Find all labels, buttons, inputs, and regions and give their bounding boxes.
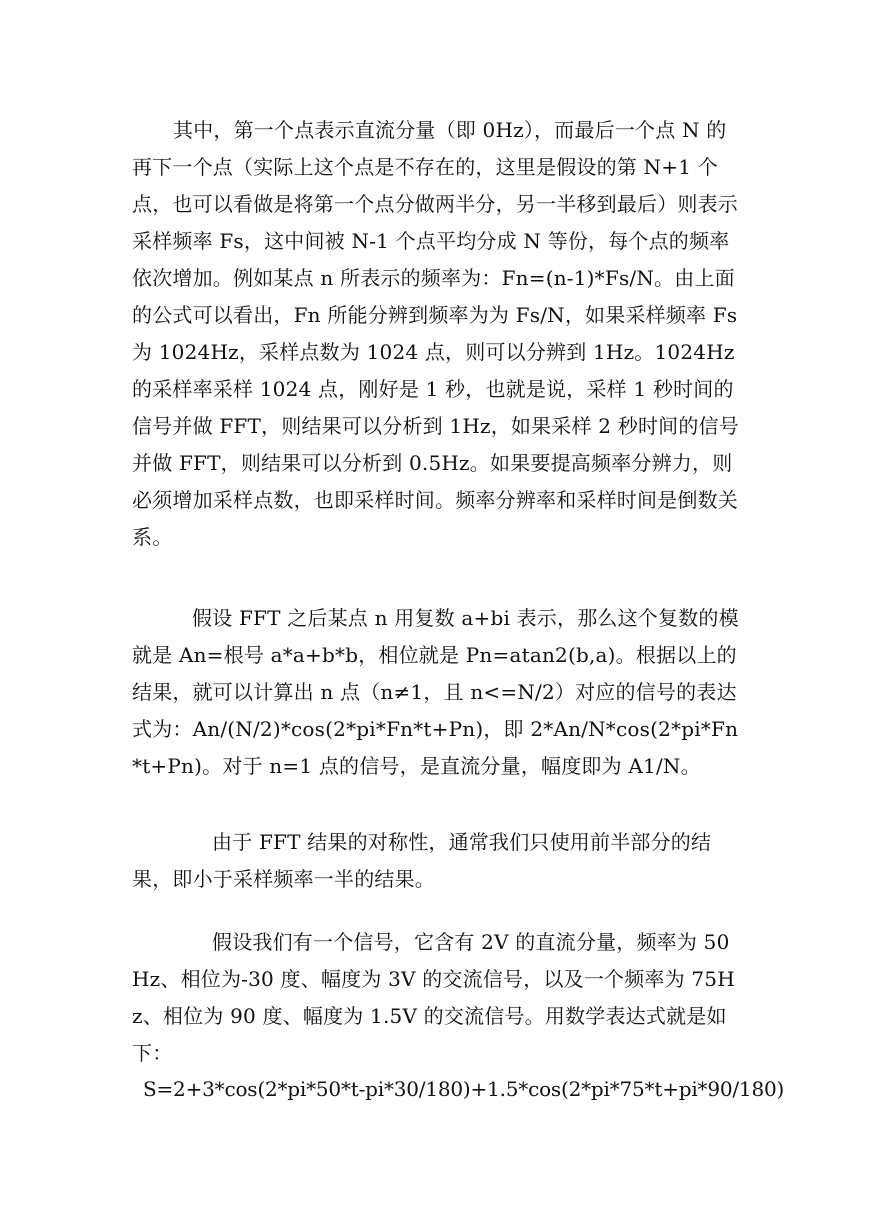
- paragraph-complex-magnitude-phase: 假设 FFT 之后某点 n 用复数 a+bi 表示，那么这个复数的模就是 An=根号 a*a+b*b，相位就是 Pn=atan2(b,a)。根据以上的结果，就可以计算出 n 点（n≠1，且 n<=N/2）对应的信号的表达式为：An/(N/2)*cos(2*pi*Fn*t+Pn)，即 2*An/N*cos(2*pi*Fn*t+Pn)。对于 n=1 点的信号，是直流分量，幅度即为 A1/N。: [132, 606, 739, 778]
- paragraph-example-signal: 假设我们有一个信号，它含有 2V 的直流分量，频率为 50Hz、相位为-30 度、幅度为 3V 的交流信号，以及一个频率为 75Hz、相位为 90 度、幅度为 1.5V 的交流信号。用数学表达式就是如下：: [132, 930, 735, 1065]
- signal-formula: S=2+3*cos(2*pi*50*t-pi*30/180)+1.5*cos(2*pi*75*t+pi*90/180): [143, 1077, 785, 1101]
- paragraph-frequency-resolution: 其中，第一个点表示直流分量（即 0Hz），而最后一个点 N 的再下一个点（实际上这个点是不存在的，这里是假设的第 N+1 个点，也可以看做是将第一个点分做两半分，另一半移到最后）则表示采样频率 Fs，这中间被 N-1 个点平均分成 N 等份，每个点的频率依次增加。例如某点 n 所表示的频率为：Fn=(n-1)*Fs/N。由上面的公式可以看出，Fn 所能分辨到频率为为 Fs/N，如果采样频率 Fs 为 1024Hz，采样点数为 1024 点，则可以分辨到 1Hz。1024Hz 的采样率采样 1024 点，刚好是 1 秒，也就是说，采样 1 秒时间的信号并做 FFT，则结果可以分析到 1Hz，如果采样 2 秒时间的信号并做 FFT，则结果可以分析到 0.5Hz。如果要提高频率分辨力，则必须增加采样点数，也即采样时间。频率分辨率和采样时间是倒数关系。: [132, 118, 739, 549]
- paragraph-fft-symmetry: 由于 FFT 结果的对称性，通常我们只使用前半部分的结果，即小于采样频率一半的结果。: [132, 830, 712, 891]
